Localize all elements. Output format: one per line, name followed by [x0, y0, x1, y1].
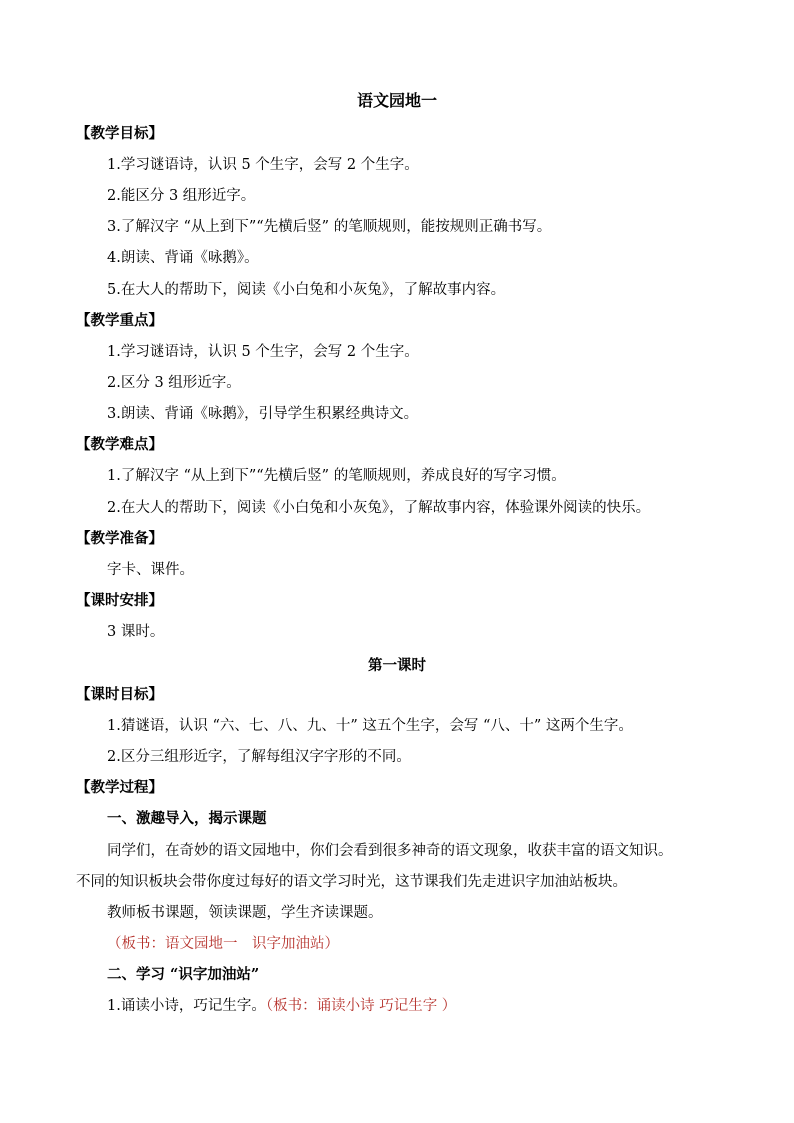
document-title: 语文园地一 — [356, 91, 437, 110]
step1-paragraph-line: 不同的知识板块会带你度过每好的语文学习时光，这节课我们先走进识字加油站板块。 — [76, 874, 627, 890]
key-points-heading: 【教学重点】 — [76, 312, 163, 329]
step2-heading: 二、学习 “识字加油站” — [107, 966, 260, 983]
step1-paragraph-line: 同学们，在奇妙的语文园地中，你们会看到很多神奇的语文现象，收获丰富的语文知识。 — [107, 843, 673, 859]
goal-item: 4.朗读、背诵《咏鹅》。 — [107, 250, 259, 266]
preparation-text: 字卡、课件。 — [107, 562, 194, 578]
key-point-item: 2.区分 3 组形近字。 — [107, 375, 241, 391]
difficult-point-item: 2.在大人的帮助下，阅读《小白兔和小灰兔》，了解故事内容，体验课外阅读的快乐。 — [107, 500, 651, 516]
goal-item: 3.了解汉字 “从上到下”“先横后竖” 的笔顺规则，能按规则正确书写。 — [107, 219, 552, 235]
step2-item-text: 1.诵读小诗，巧记生字。 — [107, 998, 266, 1014]
difficult-points-heading: 【教学难点】 — [76, 436, 163, 453]
goals-heading: 【教学目标】 — [76, 125, 163, 142]
step2-board-note: （板书：诵读小诗 巧记生字 ） — [265, 998, 457, 1014]
goal-item: 1.学习谜语诗，认识 5 个生字，会写 2 个生字。 — [107, 157, 419, 173]
goal-item: 5.在大人的帮助下，阅读《小白兔和小灰兔》，了解故事内容。 — [107, 282, 506, 298]
goal-item: 2.能区分 3 组形近字。 — [107, 188, 256, 204]
schedule-text: 3 课时。 — [107, 624, 165, 640]
step2-item — [107, 996, 456, 1016]
step1-heading: 一、激趣导入，揭示课题 — [107, 810, 267, 827]
lesson-goal-item: 1.猜谜语，认识 “六、七、八、九、十” 这五个生字，会写 “八、十” 这两个生字。 — [107, 718, 633, 734]
step1-board-note: （板书：语文园地一 识字加油站） — [107, 936, 339, 952]
preparation-heading: 【教学准备】 — [76, 530, 163, 547]
lesson-goal-item: 2.区分三组形近字，了解每组汉字字形的不同。 — [107, 749, 411, 765]
difficult-point-item: 1.了解汉字 “从上到下”“先横后竖” 的笔顺规则，养成良好的写字习惯。 — [107, 468, 566, 484]
lesson-title: 第一课时 — [368, 657, 426, 674]
lesson-goals-heading: 【课时目标】 — [76, 686, 163, 703]
key-point-item: 3.朗读、背诵《咏鹅》，引导学生积累经典诗文。 — [107, 406, 419, 422]
key-point-item: 1.学习谜语诗，认识 5 个生字，会写 2 个生字。 — [107, 344, 419, 360]
process-heading: 【教学过程】 — [76, 779, 163, 796]
schedule-heading: 【课时安排】 — [76, 592, 163, 609]
step1-teacher-note: 教师板书课题，领读课题，学生齐读课题。 — [107, 905, 383, 921]
